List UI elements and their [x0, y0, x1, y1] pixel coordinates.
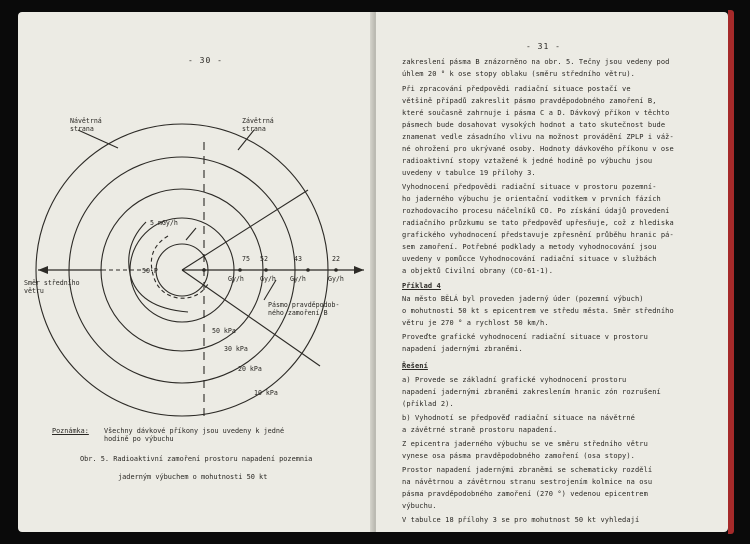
dose-scale-52: 52 — [260, 255, 268, 263]
wind-direction-label: Směr středního větru — [24, 279, 80, 295]
text-line: zakreslení pásma B znázorněno na obr. 5. Tečny jsou vedeny pod — [402, 58, 670, 66]
dose-unit-2: Gy/h — [260, 275, 276, 283]
text-line: ho jaderného výbuchu je orientační voditkem v prvních fázích — [402, 195, 661, 203]
book-cover-edge — [728, 10, 734, 534]
ground-zero-label: 50-P — [142, 267, 158, 275]
text-line: pásma pravděpodobného zamoření (270 °) vedenou epicentrem — [402, 490, 648, 498]
probable-contamination-zone-label: Pásmo pravděpodob- ného zamoření B — [268, 301, 340, 317]
text-line: Na město BĚLÁ byl proveden jaderný úder (pozemní výbuch) — [402, 295, 644, 303]
text-line: znamenat vedle zásadního vlivu na možnost provádění ZPLP i váž- — [402, 133, 674, 141]
text-line: né ohrožení pro ukrývané osoby. Hodnoty dávkového příkonu v ose — [402, 145, 674, 153]
figure-caption-line2: jaderným výbuchem o mohutnosti 50 kt — [118, 473, 268, 481]
pressure-50kpa: 50 kPa — [212, 327, 236, 335]
text-line: na návětrnou a závětrnou stranu sestrojením kolmice na osu — [402, 478, 653, 486]
text-line: Z epicentra jaderného výbuchu se ve směru středního větru — [402, 440, 648, 448]
text-line: uvedeny v tabulce 19 přílohy 3. — [402, 169, 536, 177]
page-number-left: - 30 - — [188, 56, 223, 65]
dose5-leader — [186, 228, 196, 240]
text-line: radiačního průzkumu se tato předpověď upřesňuje, což z hlediska — [402, 219, 674, 227]
text-line: napadení jadernými zbraněmi. — [402, 345, 523, 353]
contamination-diagram — [18, 12, 374, 532]
solution-heading: Řešení — [402, 362, 428, 370]
dose-unit-4: Gy/h — [328, 275, 344, 283]
text-line: vynese osa pásma pravděpodobného zamoření (osa stopy). — [402, 452, 635, 460]
text-line: které současně zahrnuje i pásma C a D. Dávkový příkon v těchto — [402, 109, 670, 117]
text-line: sem zamoření. Potřebné podklady a metody vyhodnocování jsou — [402, 243, 657, 251]
dose-5mgy-label: 5 mGy/h — [150, 219, 178, 227]
text-line: a) Provede se základní grafické vyhodnocení prostoru — [402, 376, 627, 384]
text-line: většině případů zakreslit pásmo pravděpodobného zamoření B, — [402, 97, 657, 105]
text-line: pásmech bude dosahovat vysokých hodnot a tato skutečnost bude — [402, 121, 666, 129]
text-line: Vyhodnocení předpovědi radiační situace v prostoru pozemní- — [402, 183, 657, 191]
dose-unit-3: Gy/h — [290, 275, 306, 283]
text-line: (příklad 2). — [402, 400, 454, 408]
text-line: rozhodovacího procesu náčelníků CO. Po získání údajů provedení — [402, 207, 670, 215]
text-line: Proveďte grafické vyhodnocení radiační situace v prostoru — [402, 333, 648, 341]
windward-side-label: Závětrná strana — [242, 117, 274, 133]
text-line: V tabulce 18 přílohy 3 se pro mohutnost 50 kt vyhledají — [402, 516, 640, 524]
text-line: výbuchu. — [402, 502, 437, 510]
text-line: grafického vyhodnocení představuje zpřesnění průběhu hranic pá- — [402, 231, 674, 239]
wind-arrow-head — [38, 266, 48, 274]
text-line: napadení jadernými zbraněmi zakreslením hranic zón rozrušení — [402, 388, 661, 396]
text-line: radioaktivní stopy vztažené k jedné hodině po výbuchu jsou — [402, 157, 653, 165]
text-line: a závětrné straně prostoru napadení. — [402, 426, 558, 434]
text-line: uvedeny v pomůcce Vyhodnocování radiační situace v službách — [402, 255, 657, 263]
text-line: větru je 270 ° a rychlost 50 km/h. — [402, 319, 549, 327]
pressure-10kpa: 10 kPa — [254, 389, 278, 397]
text-line: Při zpracování předpovědi radiační situace postačí ve — [402, 85, 631, 93]
page-number-right: - 31 - — [526, 42, 561, 51]
right-page — [376, 12, 728, 532]
text-line: o mohutnosti 50 kt s epicentrem ve středu města. Směr středního — [402, 307, 674, 315]
figure-caption-line1: Obr. 5. Radioaktivní zamoření prostoru napadení pozemnia — [80, 455, 313, 463]
text-line: a objektů Civilní obrany (CO-61-1). — [402, 267, 554, 275]
note-text: Všechny dávkové příkony jsou uvedeny k jedné hodině po výbuchu — [104, 427, 285, 443]
text-line: b) Vyhodnotí se předpověď radiační situace na návětrné — [402, 414, 635, 422]
pressure-20kpa: 20 kPa — [238, 365, 262, 373]
text-line: úhlem 20 ° k ose stopy oblaku (směru středního větru). — [402, 70, 635, 78]
text-line: Prostor napadení jadernými zbraněmi se schematicky rozdělí — [402, 466, 653, 474]
left-page — [18, 12, 374, 532]
note-label: Poznámka: — [52, 427, 89, 435]
dose-scale-22: 22 — [332, 255, 340, 263]
axis-arrow-head — [354, 266, 364, 274]
leeward-side-label: Návětrná strana — [70, 117, 102, 133]
dose-contour-5mgy — [129, 219, 188, 312]
pressure-30kpa: 30 kPa — [224, 345, 248, 353]
example-heading: Příklad 4 — [402, 282, 441, 290]
dose-scale-75: 75 — [242, 255, 250, 263]
dose-unit-1: Gy/h — [228, 275, 244, 283]
dose-scale-43: 43 — [294, 255, 302, 263]
